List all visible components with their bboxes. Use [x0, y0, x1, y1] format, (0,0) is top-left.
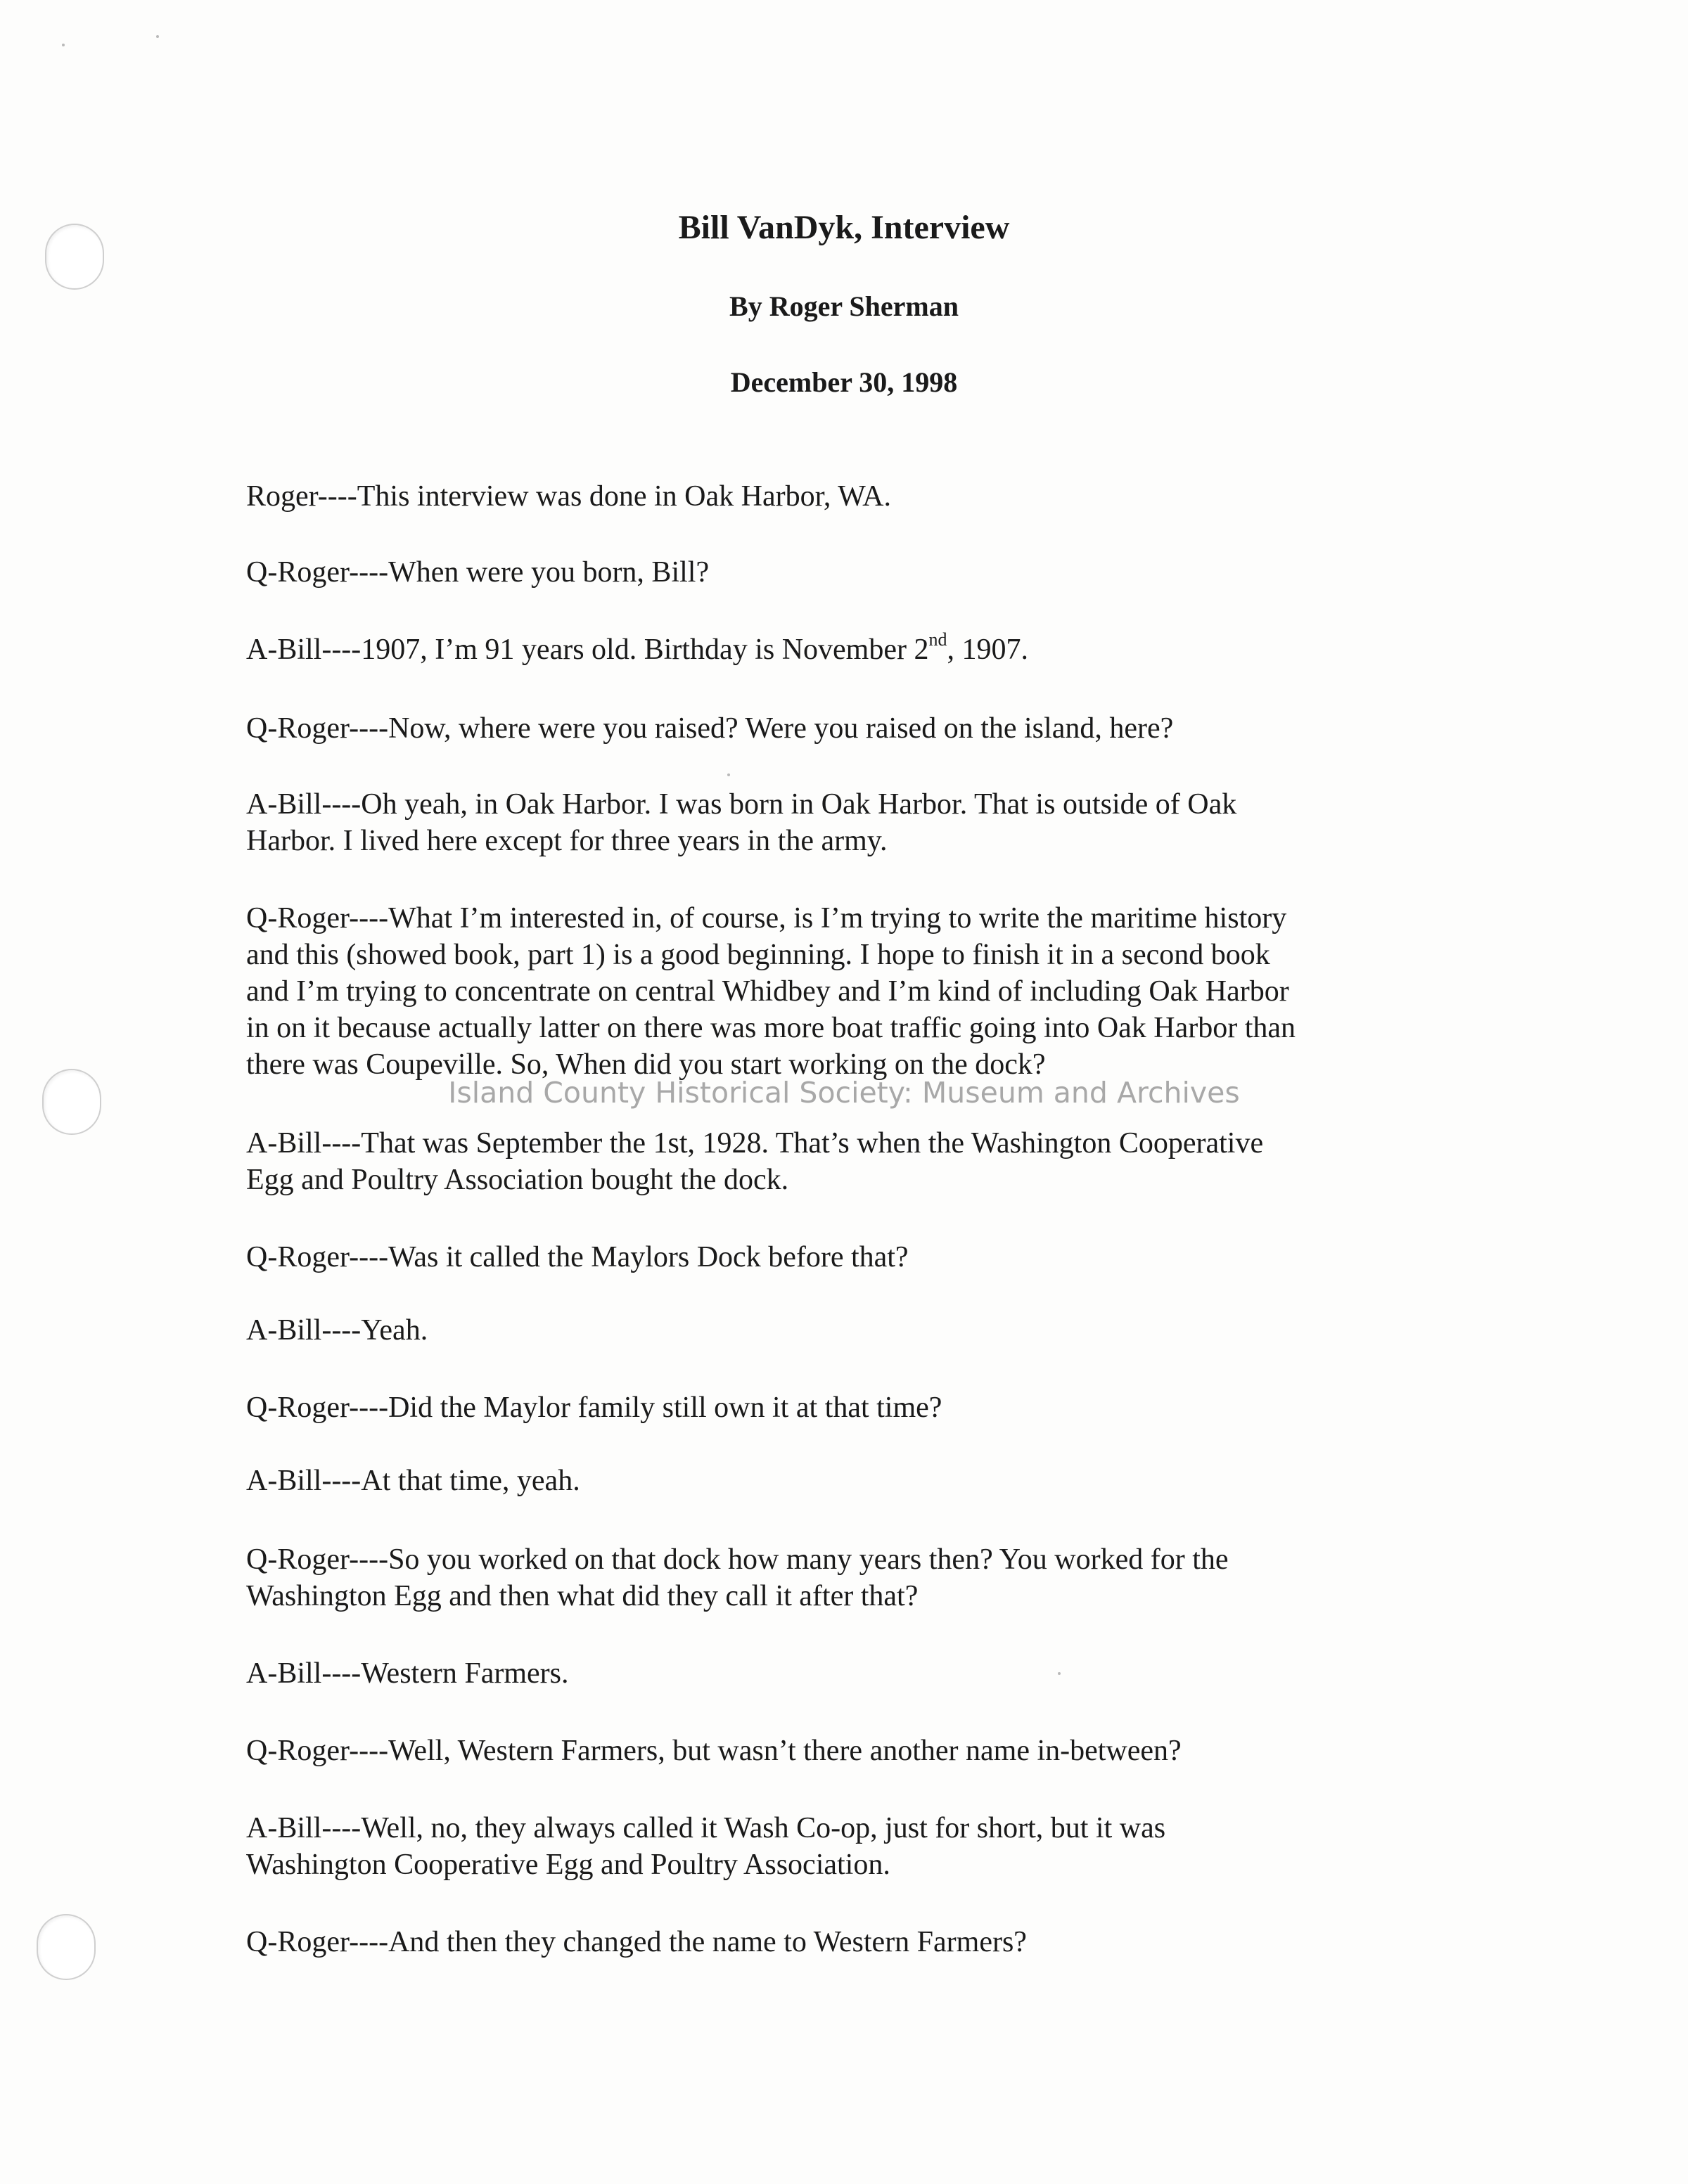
paragraph-line: Roger----This interview was done in Oak Harbor, WA.	[246, 480, 891, 513]
paragraph-line: Q-Roger----So you worked on that dock how many years then? You worked for the	[246, 1543, 1229, 1576]
transcript-paragraph	[246, 900, 1456, 1083]
paragraph-text: A-Bill----1907, I’m 91 years old. Birthday is November 2	[246, 634, 929, 666]
paragraph-line: in on it because actually latter on there was more boat traffic going into Oak Harbor than	[246, 1012, 1296, 1044]
paragraph-line: Washington Cooperative Egg and Poultry Association.	[246, 1849, 890, 1881]
paragraph-line: A-Bill----That was September the 1st, 1928. That’s when the Washington Cooperative	[246, 1127, 1264, 1160]
scan-speck	[62, 44, 65, 46]
paragraph-line: Q-Roger----And then they changed the name to Western Farmers?	[246, 1926, 1027, 1958]
paragraph-line: A-Bill----Oh yeah, in Oak Harbor. I was born in Oak Harbor. That is outside of Oak	[246, 788, 1237, 821]
transcript-paragraph	[246, 554, 1456, 591]
document-date: December 30, 1998	[730, 366, 958, 398]
transcript-paragraph	[246, 1125, 1456, 1198]
paragraph-line: A-Bill----Well, no, they always called it Wash Co-op, just for short, but it was	[246, 1812, 1166, 1844]
paragraph-line: Q-Roger----Now, where were you raised? Were you raised on the island, here?	[246, 712, 1174, 745]
paragraph-line: A-Bill----At that time, yeah.	[246, 1465, 580, 1497]
paragraph-line: Q-Roger----What I’m interested in, of course, is I’m trying to write the maritime history	[246, 902, 1287, 934]
document-title: Bill VanDyk, Interview	[678, 209, 1010, 246]
transcript-paragraph	[246, 710, 1456, 747]
paragraph-line: Egg and Poultry Association bought the dock.	[246, 1164, 789, 1196]
transcript-paragraph	[246, 1655, 1456, 1692]
scan-speck	[156, 35, 159, 38]
paragraph-line: Q-Roger----Did the Maylor family still own it at that time?	[246, 1392, 942, 1424]
transcript-paragraph	[246, 1389, 1456, 1426]
document-author: By Roger Sherman	[729, 290, 959, 322]
paragraph-line: and this (showed book, part 1) is a good beginning. I hope to finish it in a second book	[246, 939, 1270, 971]
transcript-paragraph	[246, 1810, 1456, 1883]
paragraph-line: A-Bill----Yeah.	[246, 1314, 428, 1347]
transcript-paragraph	[246, 631, 1456, 668]
paragraph-line: and I’m trying to concentrate on central Whidbey and I’m kind of including Oak Harbor	[246, 975, 1289, 1008]
transcript-paragraph	[246, 786, 1456, 859]
paragraph-line: Harbor. I lived here except for three years in the army.	[246, 825, 888, 857]
ordinal-suffix: nd	[928, 629, 947, 650]
transcript-paragraph	[246, 1312, 1456, 1349]
paragraph-line: there was Coupeville. So, When did you start working on the dock?	[246, 1048, 1046, 1081]
paragraph-line: Q-Roger----When were you born, Bill?	[246, 556, 710, 589]
paragraph-text: , 1907.	[947, 634, 1028, 666]
archive-watermark: Island County Historical Society: Museum and Archives	[448, 1076, 1240, 1110]
paragraph-line: Q-Roger----Well, Western Farmers, but wasn’t there another name in-between?	[246, 1735, 1182, 1767]
transcript-paragraph	[246, 1463, 1456, 1499]
binder-hole	[37, 1914, 96, 1980]
transcript-paragraph	[246, 478, 1456, 515]
transcript-paragraph	[246, 1733, 1456, 1769]
transcript-paragraph	[246, 1239, 1456, 1276]
scan-speck	[727, 773, 730, 776]
transcript-paragraph	[246, 1541, 1456, 1614]
paragraph-line: Q-Roger----Was it called the Maylors Dock before that?	[246, 1241, 909, 1273]
transcript-paragraph	[246, 1924, 1456, 1960]
paragraph-line: Washington Egg and then what did they call it after that?	[246, 1580, 919, 1612]
paragraph-line: A-Bill----Western Farmers.	[246, 1657, 569, 1690]
paragraph-line	[246, 631, 1456, 668]
